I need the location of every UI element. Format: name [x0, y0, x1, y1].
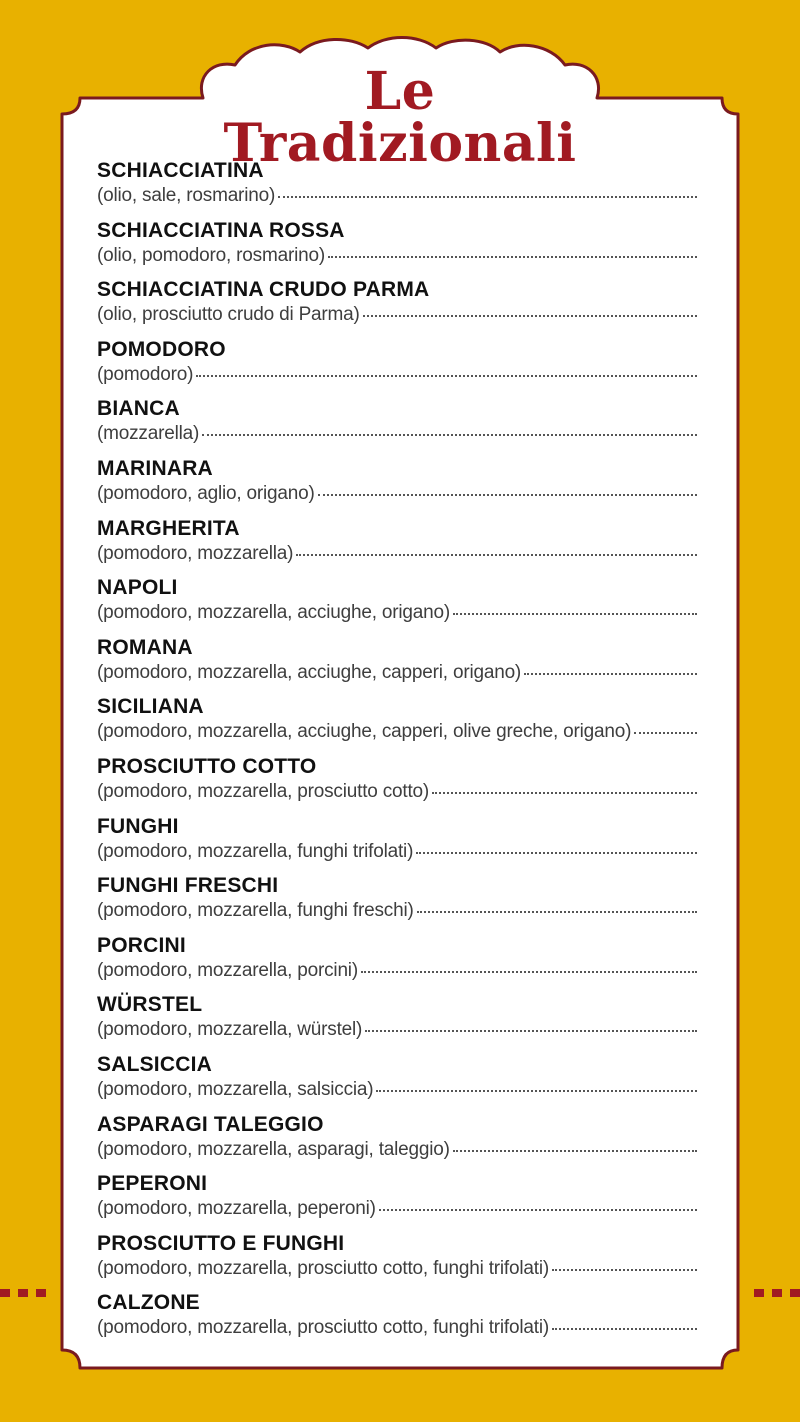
menu-item-name: FUNGHI FRESCHI	[97, 874, 279, 898]
menu-item-description: (pomodoro, mozzarella, asparagi, taleggio)	[97, 1138, 450, 1160]
menu-item	[97, 218, 697, 278]
menu-item-name: SCHIACCIATINA ROSSA	[97, 218, 345, 242]
menu-item-description: (pomodoro, mozzarella)	[97, 542, 294, 564]
menu-item	[97, 396, 697, 456]
menu-item-description: (olio, prosciutto crudo di Parma)	[97, 304, 360, 326]
dot-leader	[361, 971, 697, 973]
menu-item	[97, 635, 697, 695]
dot-leader	[453, 1150, 697, 1152]
menu-item	[97, 694, 697, 754]
dot-leader	[453, 613, 697, 615]
menu-item	[97, 575, 697, 635]
menu-item	[97, 337, 697, 397]
dot-leader	[552, 1269, 697, 1271]
dot-leader	[379, 1209, 697, 1211]
menu-item-name: PEPERONI	[97, 1172, 208, 1196]
page-title: Le Tradizionali	[223, 61, 577, 174]
menu-item-description: (pomodoro, aglio, origano)	[97, 482, 315, 504]
menu-item-description: (pomodoro, mozzarella, acciughe, origano)	[97, 602, 450, 624]
menu-item	[97, 516, 697, 576]
menu-item-description: (olio, pomodoro, rosmarino)	[97, 244, 325, 266]
menu-item-description: (pomodoro, mozzarella, prosciutto cotto, funghi trifolati)	[97, 1317, 549, 1339]
menu-item-description: (pomodoro, mozzarella, peperoni)	[97, 1198, 376, 1220]
menu-item	[97, 1052, 697, 1112]
menu-item-description: (olio, sale, rosmarino)	[97, 185, 276, 206]
dot-leader	[363, 315, 697, 317]
menu-item-description: (pomodoro, mozzarella, prosciutto cotto, funghi trifolati)	[97, 1257, 549, 1279]
menu-item-description: (pomodoro, mozzarella, salsiccia)	[97, 1078, 374, 1100]
menu-list	[97, 158, 697, 1350]
menu-item	[97, 1112, 697, 1172]
dot-leader	[318, 494, 697, 496]
menu-item-name: BIANCA	[97, 397, 180, 421]
dot-leader	[524, 673, 697, 675]
menu-item	[97, 456, 697, 516]
menu-item-name: SICILIANA	[97, 695, 204, 719]
menu-item	[97, 1171, 697, 1231]
menu-item-name: MARINARA	[97, 456, 213, 480]
menu-item-description: (pomodoro, mozzarella, prosciutto cotto)	[97, 780, 430, 802]
menu-item-name: SALSICCIA	[97, 1052, 212, 1076]
menu-item-name: POMODORO	[97, 337, 226, 361]
menu-item-name: ASPARAGI TALEGGIO	[97, 1112, 324, 1136]
dot-leader	[416, 852, 697, 854]
menu-item-name: NAPOLI	[97, 576, 178, 600]
menu-item	[97, 1290, 697, 1350]
menu-item-description: (mozzarella)	[97, 423, 200, 445]
menu-item-name: MARGHERITA	[97, 516, 240, 540]
menu-item-name: CALZONE	[97, 1291, 200, 1315]
dot-leader	[417, 911, 697, 913]
menu-item-description: (pomodoro, mozzarella, funghi trifolati)	[97, 840, 414, 862]
dot-leader	[196, 375, 697, 377]
right-dotted-accent	[754, 1289, 800, 1297]
menu-item-description: (pomodoro, mozzarella, porcini)	[97, 959, 358, 981]
menu-item-name: FUNGHI	[97, 814, 179, 838]
menu-item-name: SCHIACCIATINA CRUDO PARMA	[97, 278, 430, 302]
menu-item-description: (pomodoro, mozzarella, funghi freschi)	[97, 900, 414, 922]
menu-item-description: (pomodoro, mozzarella, acciughe, capperi, olive greche, origano)	[97, 721, 632, 743]
dot-leader	[634, 732, 697, 734]
dot-leader	[376, 1090, 697, 1092]
menu-item-description: (pomodoro)	[97, 363, 194, 385]
dot-leader	[296, 554, 697, 556]
menu-item	[97, 992, 697, 1052]
menu-item-name: PORCINI	[97, 933, 186, 957]
dot-leader	[365, 1030, 697, 1032]
dot-leader	[328, 256, 697, 258]
menu-item-name: WÜRSTEL	[97, 993, 203, 1017]
dot-leader	[278, 196, 697, 198]
menu-item-description: (pomodoro, mozzarella, acciughe, capperi, origano)	[97, 661, 522, 683]
menu-item	[97, 814, 697, 874]
left-dotted-accent	[0, 1289, 46, 1297]
dot-leader	[202, 434, 697, 436]
menu-item-name: SCHIACCIATINA	[97, 159, 264, 182]
menu-item-name: ROMANA	[97, 635, 193, 659]
menu-item-description: (pomodoro, mozzarella, würstel)	[97, 1019, 363, 1041]
menu-item	[97, 1231, 697, 1291]
menu-item-name: PROSCIUTTO COTTO	[97, 754, 317, 778]
menu-item-name: PROSCIUTTO E FUNGHI	[97, 1231, 345, 1255]
menu-item	[97, 754, 697, 814]
dot-leader	[432, 792, 697, 794]
menu-item	[97, 158, 697, 218]
menu-item	[97, 277, 697, 337]
dot-leader	[552, 1328, 697, 1330]
menu-item	[97, 873, 697, 933]
menu-item	[97, 933, 697, 993]
